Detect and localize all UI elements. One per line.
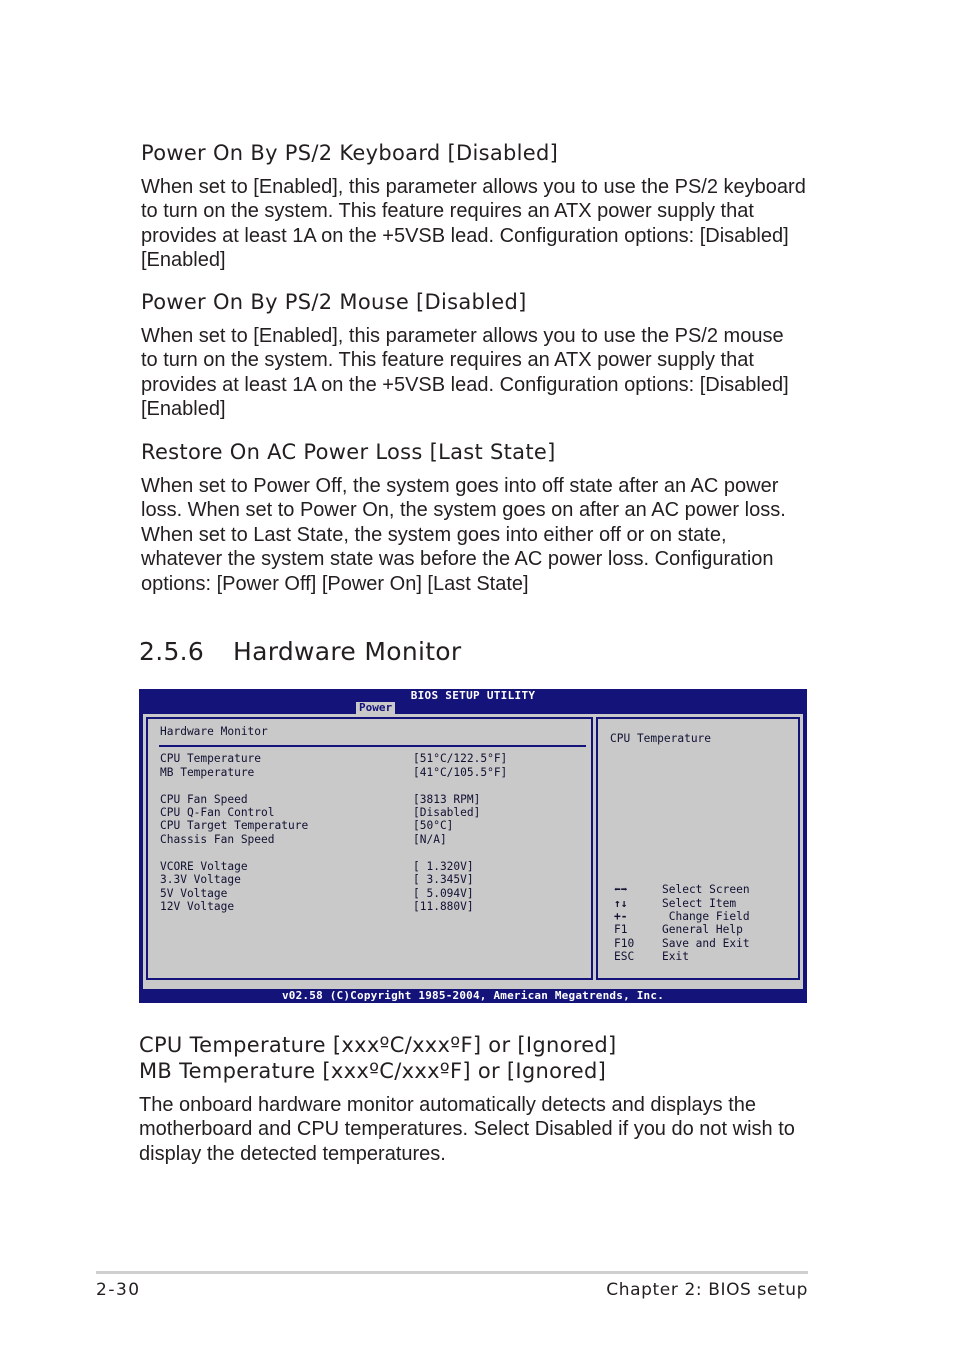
bios-screen [139,689,807,1003]
temp-heading-line2: MB Temperature [xxxºC/xxxºF] or [Ignored] [139,1059,607,1083]
bios-row-value: [11.880V] [413,900,474,913]
bios-row-value: [ 5.094V] [413,887,474,900]
section-number: 2.5.6 [139,637,205,666]
bios-row-value[interactable]: [Disabled] [413,806,481,819]
temp-heading-line1: CPU Temperature [xxxºC/xxxºF] or [Ignored] [139,1033,617,1057]
bios-row-label[interactable]: CPU Temperature [160,752,262,765]
plus-minus-icon: +- [614,910,628,923]
bios-row-label[interactable]: 5V Voltage [160,887,228,900]
bios-key-action: Select Item [662,897,737,910]
section-body-restore-ac: When set to Power Off, the system goes into off state after an AC power loss. When set to Power On, the system goes on after an AC power loss. When set to Last State, the system goes into either off or on state, whatever the system state was before the AC power loss. Configuration options: [Power Off] [Power On] [Last State] [141,475,786,595]
bios-help-panel [596,717,800,980]
bios-title: BIOS SETUP UTILITY [410,689,536,702]
section-title: Hardware Monitor [233,637,462,666]
bios-key-action: Select Screen [662,883,750,896]
bios-row-label[interactable]: 12V Voltage [160,900,235,913]
bios-key-action: Exit [662,950,689,963]
bios-settings-panel [146,717,593,980]
bios-key-action: General Help [662,923,743,936]
bios-panel-title: Hardware Monitor [160,725,268,738]
section-heading-restore-ac: Restore On AC Power Loss [Last State] [141,440,556,464]
bios-row-value: [ 1.320V] [413,860,474,873]
page-number: 2-30 [96,1280,141,1300]
bios-row-label[interactable]: CPU Target Temperature [160,819,309,832]
bios-tab-power[interactable]: Power [356,702,395,714]
bios-main-area [143,714,803,989]
bios-panel-divider [159,745,586,747]
bios-key-action: Save and Exit [662,937,750,950]
bios-key: ESC [614,950,635,963]
section-heading-ps2-mouse: Power On By PS/2 Mouse [Disabled] [141,290,527,314]
bios-row-label[interactable]: Chassis Fan Speed [160,833,275,846]
section-heading-ps2-keyboard: Power On By PS/2 Keyboard [Disabled] [141,141,559,165]
bios-row-value: [51°C/122.5°F] [413,752,508,765]
footer-divider [96,1271,808,1274]
bios-row-value: [ 3.345V] [413,873,474,886]
section-body-ps2-keyboard: When set to [Enabled], this parameter allows you to use the PS/2 keyboard to turn on the system. This feature requires an ATX power supply that provides at least 1A on the +5VSB lead. Configuration options: [Disabled] [Enabled] [141,176,806,272]
bios-copyright: v02.58 (C)Copyright 1985-2004, American Megatrends, Inc. [281,989,665,1002]
bios-row-label[interactable]: VCORE Voltage [160,860,248,873]
bios-row-label[interactable]: 3.3V Voltage [160,873,241,886]
bios-key: F1 [614,923,628,936]
section-title-hardware-monitor [139,637,461,666]
bios-row-value: [N/A] [413,833,447,846]
bios-row-label[interactable]: MB Temperature [160,766,255,779]
arrow-up-down-icon: ↑↓ [614,897,628,910]
bios-key-action: Change Field [662,910,750,923]
bios-row-value[interactable]: [50°C] [413,819,454,832]
arrow-left-right-icon: ⬅➡ [614,883,628,896]
bios-row-value: [41°C/105.5°F] [413,766,508,779]
section-body-ps2-mouse: When set to [Enabled], this parameter allows you to use the PS/2 mouse to turn on the system. This feature requires an ATX power supply that provides at least 1A on the +5VSB lead. Configuration options: [Disabled] [Enabled] [141,325,789,421]
bios-key: F10 [614,937,635,950]
bios-row-value: [3813 RPM] [413,793,481,806]
chapter-label: Chapter 2: BIOS setup [606,1280,808,1300]
temp-body: The onboard hardware monitor automatically detects and displays the motherboard and CPU temperatures. Select Disabled if you do not wish to display the detected temperatures. [139,1094,795,1165]
bios-help-title: CPU Temperature [610,732,712,745]
bios-row-label[interactable]: CPU Fan Speed [160,793,248,806]
bios-row-label[interactable]: CPU Q-Fan Control [160,806,275,819]
